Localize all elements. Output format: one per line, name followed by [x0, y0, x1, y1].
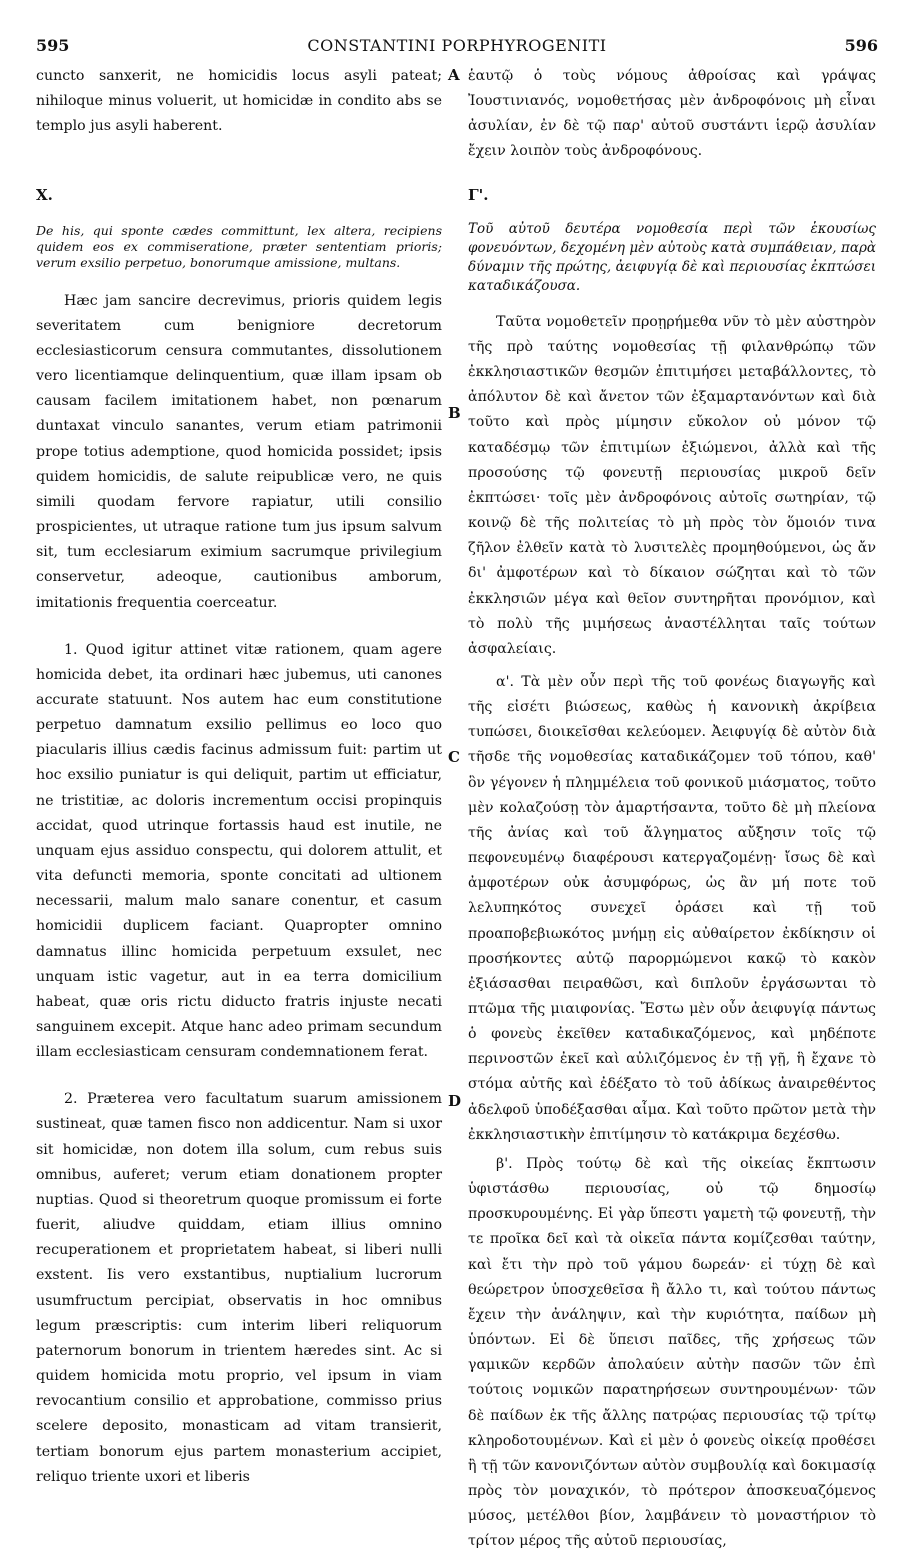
- greek-section-title: Τοῦ αὐτοῦ δευτέρα νομοθεσία περὶ τῶν ἑκουσίως φονευόντων, δεχομένη μὲν αὐτοὺς κατὰ συμπάθειαν, παρὰ δύναμιν τῆς πρώτης, ἀειφυγίᾳ δὲ καὶ περιουσίας ἐκπτώσει καταδικάζουσα.: [468, 220, 876, 294]
- running-title: CONSTANTINI PORPHYROGENITI: [307, 36, 607, 55]
- margin-letter-d: D: [448, 1092, 462, 1110]
- margin-letter-a: A: [448, 66, 460, 84]
- greek-column: [468, 64, 876, 1554]
- greek-paragraph-3: β'. Πρὸς τούτῳ δὲ καὶ τῆς οἰκείας ἔκπτωσιν ὑφιστάσθω περιουσίας, οὐ τῷ δημοσίῳ προσκυρουμένης. Εἰ γὰρ ὕπεστι γαμετὴ τῷ φονευτῇ, τὴν τε προῖκα δεῖ καὶ τὰ οἰκεῖα πάντα κομίζεσθαι ταύτην, καὶ ἔτι τὴν πρὸ τοῦ γάμου δωρεάν· εἰ τύχῃ δὲ καὶ θεώρετρον ὑποσχεθεῖσα ἢ ἄλλο τι, καὶ τούτου πάντως ἔχειν τὴν ἀνάληψιν, καὶ τὴν κυριότητα, παίδων μὴ ὑπόντων. Εἰ δὲ ὕπεισι παῖδες, τῆς χρήσεως τῶν γαμικῶν κερδῶν ἀπολαύειν αὐτὴν πασῶν τῶν ἐπὶ τούτοις νομικῶν παρατηρήσεων συντηρουμένων· τῶν δὲ παίδων ἐκ τῆς ἄλλης πατρῴας περιουσίας τῷ τρίτῳ κληροδοτουμένων. Καὶ εἰ μὲν ὁ φονεὺς οἰκείᾳ προθέσει ἢ τῇ τῶν κανονιζόντων αὐτὸν συμβουλίᾳ καὶ δοκιμασίᾳ πρὸς τὸν μοναχικόν, τὸ πρότερον ἀποσκευαζόμενος μύσος, μετέλθοι βίον, λαμβάνειν τὸ μοναστήριον τὸ τρίτον μέρος τῆς αὐτοῦ περιουσίας,: [468, 1155, 876, 1550]
- latin-paragraph-3: 2. Præterea vero facultatum suarum amissionem sustineat, quæ tamen fisco non addicentur. Nam si uxor sit homicidæ, non dotem illa solum, cum rebus suis omnibus, auferet; verum etiam donationem propter nuptias. Quod si theoretrum quoque promissum ei forte fuerit, aliudve quiddam, etiam illius omnino recuperationem et proprietatem habeat, si liberi nulli exstent. Iis vero exstantibus, nuptialium lucrorum usumfructum percipiat, observatis in hoc omnibus legum præscriptis: cum interim liberi reliquorum paternorum bonorum in trientem hæredes sint. Ac si quidem homicida motu proprio, vel ipsum in viam revocantium consilio et approbatione, commisso prius scelere deposito, monasticam ad vitam transierit, tertiam bonorum ejus partem monasterium accipiet, reliquo triente uxori et liberis: [36, 1091, 442, 1485]
- latin-paragraph-2: 1. Quod igitur attinet vitæ rationem, quam agere homicida debet, ita ordinari hæc jubemus, uti canones accurate statuunt. Nos autem hac eum constitutione perpetuo damnatum exsilio pellimus eo loco quo piacularis illius cædis facinus admissum fuit: partim ut hoc exsilio puniatur is qui deliquit, partim ut efficiatur, ne tristitiæ, ac doloris incrementum occisi propinquis accidat, quod utrinque fortassis haud est inutile, ne unquam ejus assiduo conspectu, qui dolorem attulit, et vita defuncti memoria, sponte concitati ad ultionem necessarii, malum malo sanare conentur, et casum homicidii duplicem faciant. Quapropter omnino damnatus illinc homicida perpetuum exsulet, nec unquam istic vagetur, aut in ea terra domicilium habeat, quæ oris rictu diducto fratris injuste necati sanguinem excepit. Atque hanc adeo primam secundum illam ecclesiasticam censuram condemnationem ferat.: [36, 641, 442, 1061]
- latin-intro: cuncto sanxerit, ne homicidis locus asyli pateat; nihiloque minus voluerit, ut homicidæ in condito abs se templo jus asyli haberent.: [36, 68, 442, 135]
- page-header: [36, 36, 878, 58]
- margin-letter-c: C: [448, 748, 460, 766]
- greek-paragraph-1: Ταῦτα νομοθετεῖν προῃρήμεθα νῦν τὸ μὲν αὐστηρὸν τῆς πρὸ ταύτης νομοθεσίας τῇ φιλανθρώπῳ τῶν ἐκκλησιαστικῶν θεσμῶν ἐπιτιμήσει μεταβάλλοντες, τὸ ἀπόλυτον δὲ καὶ ἄνετον τῶν ἐξαμαρτανόντων καὶ διὰ τοῦτο καὶ πρὸς μίμησιν εὔκολον οὐ μόνον τῷ καταδέσμῳ τῶν ἐπιτιμίων ἐξιώμενοι, ἀλλὰ καὶ τῆς προσούσης τῷ φονευτῇ περιουσίας μικροῦ δεῖν ἐκπτώσει· τοῖς μὲν ἀνδροφόνοις αὐτοῖς σωτηρίαν, τῷ κοινῷ δὲ τῆς πολιτείας τὸ μὴ πρὸς τὸν ὅμοιόν τινα ζῆλον ἐλθεῖν κατὰ τὸ λυσιτελὲς προμηθούμενοι, ὡς ἄν δι' ἀμφοτέρων καὶ τὸ δίκαιον σώζηται καὶ τὸ τῶν ἐκκλησιῶν μέγα καὶ θεῖον συντηρῆται προνόμιον, καὶ τὸ πολὺ τῆς μιμήσεως ἀναστέλληται ταῖς τούτων ἀσφαλείαις.: [468, 313, 876, 657]
- margin-letter-b: B: [448, 404, 461, 422]
- page-number-left: 595: [36, 36, 70, 55]
- greek-section-number: Γ'.: [468, 185, 489, 204]
- page-number-right: 596: [844, 36, 878, 55]
- latin-section-title: De his, qui sponte cædes committunt, lex altera, recipiens quidem eos ex commiseratione, præter sententiam prioris; verum exsilio perpetuo, bonorumque amissione, multans.: [36, 222, 442, 270]
- latin-column: [36, 64, 442, 1490]
- greek-paragraph-2: α'. Τὰ μὲν οὖν περὶ τῆς τοῦ φονέως διαγωγῆς καὶ τῆς εἰσέτι βιώσεως, καθὼς ἡ κανονικὴ ἀκρίβεια τυπώσει, διοικεῖσθαι κελεύομεν. Ἀειφυγίᾳ δὲ αὐτὸν διὰ τῆσδε τῆς νομοθεσίας καταδικάζομεν τοῦ τόπου, καθ' ὃν γέγονεν ἡ πλημμέλεια τοῦ φονικοῦ μιάσματος, τοῦτο μὲν κολαζούσῃ τὸν ἁμαρτήσαντα, τοῦτο δὲ μὴ πλείονα τῆς ἀνίας καὶ τοῦ ἄλγηματος αὔξησιν τοῖς τῷ πεφονευμένῳ διαφέρουσι κατεργαζομένῃ· ἴσως δὲ καὶ ἀμφοτέρων οὐκ ἀσυμφόρως, ὡς ἂν μή ποτε τοῦ λελυπηκότος συνεχεῖ ὁράσει καὶ τῇ τοῦ προαποβεβιωκότος μνήμῃ εἰς αὐθαίρετον ἐκδίκησιν οἱ προσήκοντες αὐτῷ παρορμώμενοι κακῷ τὸ κακὸν ἐξιάσασθαι πειραθῶσι, καὶ διπλοῦν ἐργάσωνται τὸ πτῶμα τῆς μιαιφονίας. Ἔστω μὲν οὖν ἀειφυγίᾳ πάντως ὁ φονεὺς ἐκεῖθεν καταδικαζόμενος, καὶ μηδέποτε περινοστῶν ἐκεῖ καὶ αὐλιζόμενος ἐν τῇ γῇ, ἣ ἔχανε τὸ στόμα αὐτῆς καὶ ἐδέξατο τὸ τοῦ ἀδίκως ἀναιρεθέντος ἀδελφοῦ ὑποδέξασθαι αἷμα. Καὶ τοῦτο πρῶτον μετὰ τὴν ἐκκλησιαστικὴν ἐπιτίμησιν τὸ κατάκριμα δεχέσθω.: [468, 673, 876, 1143]
- greek-intro: ἑαυτῷ ὁ τοὺς νόμους ἀθροίσας καὶ γράψας Ἰουστινιανός, νομοθετήσας μὲν ἀνδροφόνοις μὴ εἶναι ἀσυλίαν, ἐν δὲ τῷ παρ' αὐτοῦ συστάντι ἱερῷ ἀσυλίαν ἔχειν λοιπὸν τοὺς ἀνδροφόνους.: [468, 68, 876, 160]
- latin-section-number: X.: [36, 186, 53, 205]
- latin-paragraph-1: Hæc jam sancire decrevimus, prioris quidem legis severitatem cum benigniore decretorum ecclesiasticorum censura commutantes, dissolutionem vero licentiamque delinquentium, quæ illam ipsam ob causam facilem imitationem habet, non pœnarum duntaxat vinculo sanantes, verum etiam patrimonii prope totius ademptione, quod homicida possidet; ipsis quidem homicidis, de salute reipublicæ vero, ne quis simili quodam fervore rapiatur, utili consilio prospicientes, ut utraque ratione tum jus ipsum salvum sit, tum ecclesiarum eximium sacrumque privilegium conservetur, adeoque, cautionibus amborum, imitationis frequentia coerceatur.: [36, 292, 442, 611]
